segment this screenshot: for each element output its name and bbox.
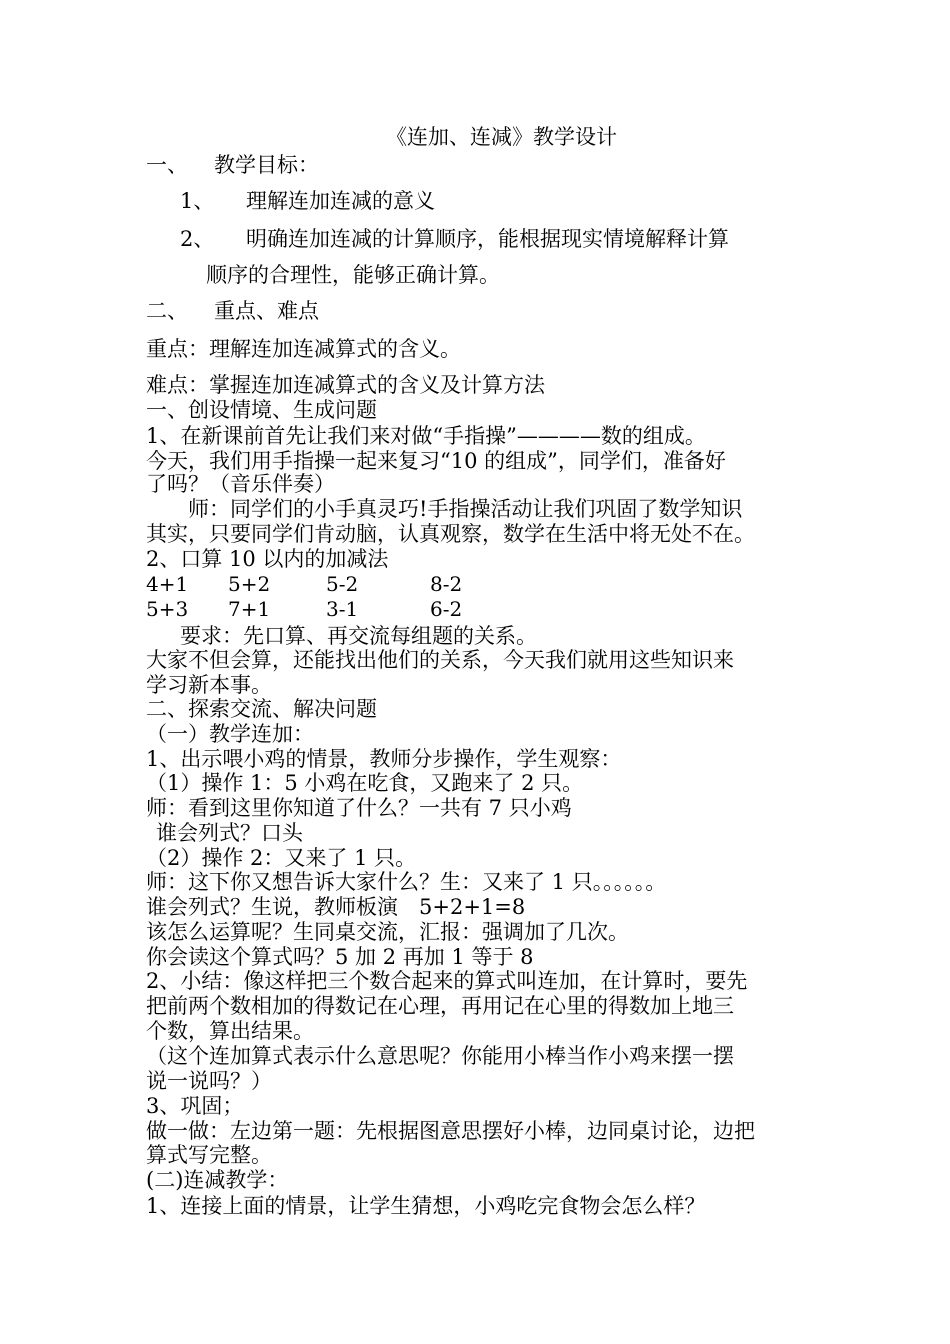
requirement: 要求：先口算、再交流每组题的关系。: [180, 624, 537, 648]
paragraph-line: 今天，我们用手指操一起来复习“10 的组成”，同学们，准备好: [146, 449, 726, 473]
goal-2-text: 明确连加连减的计算顺序，能根据现实情境解释计算: [246, 227, 729, 251]
calc-item: 6-2: [430, 597, 463, 621]
goal-1-number: 1、: [180, 189, 215, 213]
paragraph-line: 说一说吗？）: [146, 1069, 272, 1093]
paragraph-line: 你会读这个算式吗？5 加 2 再加 1 等于 8: [146, 945, 534, 969]
section-1-number: 一、: [146, 153, 188, 177]
section-2-heading: 重点、难点: [214, 299, 319, 323]
calc-item: 5-2: [326, 572, 359, 596]
paragraph-line: 算式写完整。: [146, 1143, 272, 1167]
paragraph-line: 1、出示喂小鸡的情景，教师分步操作，学生观察：: [146, 747, 622, 771]
goal-2-continuation: 顺序的合理性，能够正确计算。: [206, 263, 500, 287]
calc-item: 5+3: [146, 597, 189, 621]
key-point: 重点：理解连加连减算式的含义。: [146, 337, 461, 361]
paragraph-line: （2）操作 2：又来了 1 只。: [146, 846, 417, 870]
paragraph-line: 2、口算 10 以内的加减法: [146, 547, 389, 571]
page-title: 《连加、连减》教学设计: [386, 125, 617, 149]
calc-item: 5+2: [228, 572, 271, 596]
goal-2-number: 2、: [180, 227, 215, 251]
goal-1-text: 理解连加连减的意义: [246, 189, 435, 213]
section-2-number: 二、: [146, 299, 188, 323]
paragraph-line: 大家不但会算，还能找出他们的关系，今天我们就用这些知识来: [146, 648, 734, 672]
calc-item: 7+1: [228, 597, 271, 621]
calc-item: 3-1: [326, 597, 359, 621]
part-1-title: 一、创设情境、生成问题: [146, 398, 377, 422]
paragraph-line: （1）操作 1：5 小鸡在吃食，又跑来了 2 只。: [146, 771, 584, 795]
paragraph-line: 把前两个数相加的得数记在心理，再用记在心里的得数加上地三: [146, 994, 734, 1018]
paragraph-line: 师：同学们的小手真灵巧!手指操活动让我们巩固了数学知识: [188, 497, 743, 521]
calc-item: 8-2: [430, 572, 463, 596]
paragraph-line: 谁会列式？口头: [156, 821, 303, 845]
paragraph-line: 了吗？（音乐伴奏）: [146, 472, 335, 496]
section-1-heading: 教学目标：: [214, 153, 319, 177]
paragraph-line: 2、小结：像这样把三个数合起来的算式叫连加，在计算时，要先: [146, 969, 748, 993]
paragraph-line: 师：这下你又想告诉大家什么？生：又来了 1 只。。。。。。: [146, 870, 667, 894]
paragraph-line: 谁会列式？生说，教师板演 5+2+1=8: [146, 895, 526, 919]
subsection-2-title: (二)连减教学：: [146, 1168, 289, 1192]
part-2-title: 二、探索交流、解决问题: [146, 697, 377, 721]
calc-item: 4+1: [146, 572, 189, 596]
paragraph-line: 个数，算出结果。: [146, 1019, 314, 1043]
paragraph-line: 1、连接上面的情景，让学生猜想，小鸡吃完食物会怎么样？: [146, 1194, 706, 1218]
subsection-1-title: （一）教学连加：: [146, 722, 314, 746]
paragraph-line: 其实，只要同学们肯动脑，认真观察，数学在生活中将无处不在。: [146, 522, 755, 546]
paragraph-line: （这个连加算式表示什么意思呢？你能用小棒当作小鸡来摆一摆: [146, 1044, 734, 1068]
paragraph-line: 该怎么运算呢？生同桌交流，汇报：强调加了几次。: [146, 920, 629, 944]
paragraph-line: 1、在新课前首先让我们来对做“手指操”————数的组成。: [146, 424, 706, 448]
paragraph-line: 3、巩固；: [146, 1094, 244, 1118]
paragraph-line: 学习新本事。: [146, 673, 272, 697]
paragraph-line: 师：看到这里你知道了什么？一共有 7 只小鸡: [146, 796, 572, 820]
paragraph-line: 做一做：左边第一题：先根据图意思摆好小棒，边同桌讨论，边把: [146, 1119, 755, 1143]
difficulty: 难点：掌握连加连减算式的含义及计算方法: [146, 373, 545, 397]
